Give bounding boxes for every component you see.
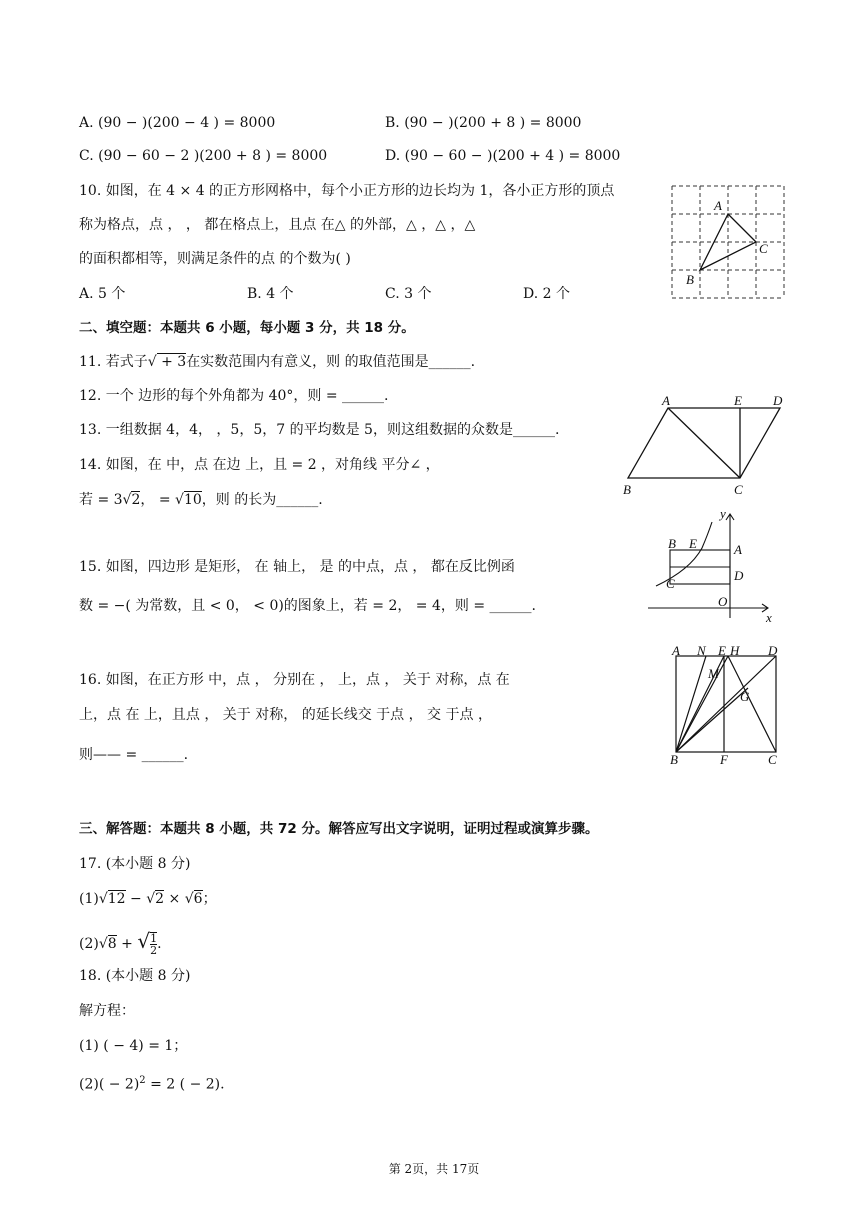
label-a: A [714, 198, 722, 213]
q14-line1: 14. 如图，在 中，点 在边 上，且 = 2 ，对角线 平分∠ ， [79, 457, 440, 473]
q18-part2: $(2)( - 2)^2 = 2$ ( − 2). [79, 1075, 225, 1093]
label-a: A [662, 393, 670, 408]
label-c: C [734, 482, 743, 497]
label-d: D [773, 393, 783, 408]
q16-line2: 上，点 在 上，且点 ， 关于 对称， 的延长线交 于点 ， 交 于点 ， [79, 707, 492, 723]
label-a: A [734, 542, 742, 557]
q9-option-c: C. (90 − 60 − 2 )(200 + 8 ) = 8000 [79, 148, 328, 164]
label-e: E [689, 536, 697, 551]
sqrt-sign: √ [147, 354, 157, 370]
q14-parallelogram-figure [620, 392, 790, 500]
q10-line1: 10. 如图，在 4 × 4 的正方形网格中，每个小正方形的边长均为 1，各小正方形的顶点 [79, 183, 615, 199]
q17-part1: (1)√12 − √2 × √6； [79, 891, 217, 907]
q17-part2: (2)√8 + √ $\frac{1}{2}$ . [79, 929, 162, 957]
label-d: D [768, 646, 778, 658]
q15-coordinate-figure [646, 508, 776, 624]
q16-line1: 16. 如图，在正方形 中，点 ， 分别在 ， 上，点 ， 关于 对称，点 在 [79, 672, 510, 688]
q9-option-b: B. (90 − )(200 + 8 ) = 8000 [385, 115, 582, 131]
q13: 13. 一组数据 4，4， ，5，5，7 的平均数是 5，则这组数据的众数是______. [79, 422, 560, 438]
page-footer: 第 2页，共 17页 [388, 1162, 480, 1176]
label-e: E [734, 393, 742, 408]
q10-option-c: C. 3 个 [385, 286, 432, 302]
q15-line1: 15. 如图，四边形 是矩形， 在 轴上， 是 的中点，点 ， 都在反比例函 [79, 559, 515, 575]
label-o: O [718, 594, 728, 609]
label-h: H [730, 646, 740, 658]
q11: 11. 若式子√ + 3在实数范围内有意义，则 的取值范围是______. [79, 354, 476, 370]
label-g: G [740, 689, 750, 704]
label-a: A [672, 646, 680, 658]
q10-option-d: D. 2 个 [523, 286, 570, 302]
label-b: B [623, 482, 631, 497]
label-n: N [697, 646, 706, 658]
q18-part1: (1) ( − 4) = 1； [79, 1038, 188, 1054]
label-f: F [720, 752, 728, 766]
label-m: M [708, 666, 719, 681]
label-d: D [734, 568, 744, 583]
q10-grid-figure [668, 182, 788, 302]
label-c: C [768, 752, 777, 766]
q16-line3: 则—— = ______. [79, 747, 189, 763]
q18-heading: 18. (本小题 8 分) [79, 968, 191, 984]
q10-option-b: B. 4 个 [247, 286, 294, 302]
label-x: x [766, 610, 772, 624]
label-b: B [670, 752, 678, 766]
label-y: y [720, 508, 726, 521]
q10-line2: 称为格点，点 ， ， 都在格点上，且点 在△ 的外部，△ ，△ ，△ [79, 217, 476, 233]
q10-line3: 的面积都相等，则满足条件的点 的个数为( ) [79, 251, 351, 267]
q12: 12. 一个 边形的每个外角都为 40°，则 = ______. [79, 388, 389, 404]
label-c: C [759, 241, 768, 256]
q18-intro: 解方程： [79, 1003, 135, 1019]
section-3-heading: 三、解答题：本题共 8 小题，共 72 分。解答应写出文字说明，证明过程或演算步骤。 [79, 821, 599, 837]
section-2-heading: 二、填空题：本题共 6 小题，每小题 3 分，共 18 分。 [79, 320, 415, 336]
label-e: E [718, 646, 726, 658]
q16-square-figure [668, 646, 784, 766]
q9-option-d: D. (90 − 60 − )(200 + 4 ) = 8000 [385, 148, 621, 164]
label-b: B [668, 536, 676, 551]
label-c: C [666, 576, 675, 591]
q17-heading: 17. (本小题 8 分) [79, 856, 191, 872]
q9-option-a: A. (90 − )(200 − 4 ) = 8000 [79, 115, 276, 131]
q15-line2: 数 = −( 为常数，且 < 0， < 0)的图象上，若 = 2， = 4，则 = ______. [79, 598, 536, 614]
q10-option-a: A. 5 个 [79, 286, 126, 302]
label-b: B [686, 272, 694, 287]
q14-line2: 若 = 3√2， = √10，则 的长为______. [79, 492, 323, 508]
